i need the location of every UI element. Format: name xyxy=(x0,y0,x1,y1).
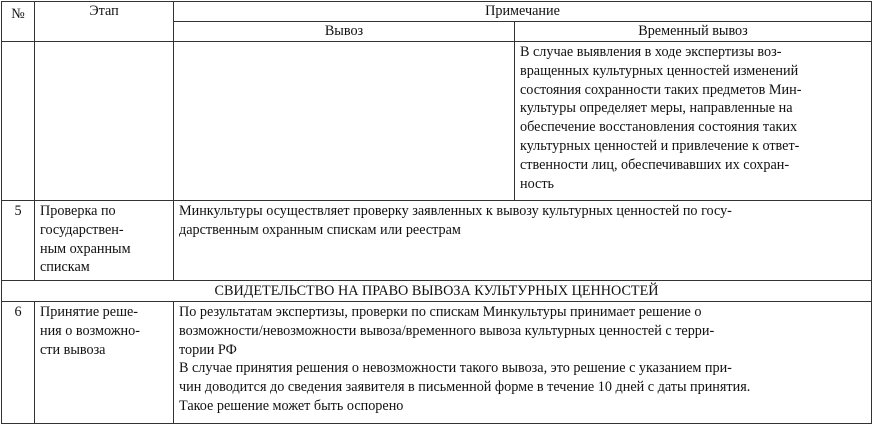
stage-line: ным охранным xyxy=(40,240,131,257)
row6-text xyxy=(174,302,872,424)
export-procedure-table xyxy=(1,1,872,424)
stage-line: Принятие реше- xyxy=(40,304,139,320)
temp-text-line: ность xyxy=(520,175,555,192)
header-stage: Этап xyxy=(35,2,174,42)
row-6 xyxy=(2,302,872,424)
row6-text-line: Такое решение может быть оспорено xyxy=(179,397,404,414)
temp-text-line: вращенных культурных ценностей изменений xyxy=(520,62,799,79)
temp-text-line: ственности лиц, обеспечивавших их сохран- xyxy=(520,156,790,173)
row-5 xyxy=(2,201,872,281)
row6-text-line: тории РФ xyxy=(179,341,237,358)
row6-text-line: По результатам экспертизы, проверки по спискам Минкультуры принимает решение о xyxy=(179,304,702,320)
row5-stage xyxy=(35,201,174,281)
stage-line: Проверка по xyxy=(40,203,116,219)
row6-stage xyxy=(35,302,174,424)
temp-text-line: состояния сохранности таких предметов Мин- xyxy=(520,81,802,98)
header-temp-export: Временный вывоз xyxy=(515,22,872,42)
section-title: СВИДЕТЕЛЬСТВО НА ПРАВО ВЫВОЗА КУЛЬТУРНЫХ ЦЕННОСТЕЙ xyxy=(2,281,872,302)
header-note: Примечание xyxy=(174,2,872,22)
stage-line: сти вывоза xyxy=(40,341,106,358)
stage-line: ния о возможно- xyxy=(40,322,140,339)
continuation-num-cell xyxy=(2,42,35,201)
row5-num: 5 xyxy=(2,201,35,281)
stage-line: спискам xyxy=(40,259,90,276)
row6-text-line: В случае принятия решения о невозможности такого вывоза, это решение с указанием при- xyxy=(179,360,732,377)
continuation-row xyxy=(2,42,872,201)
header-num: № xyxy=(2,2,35,42)
temp-text-line: В случае выявления в ходе экспертизы воз- xyxy=(520,44,782,60)
header-row xyxy=(2,2,872,22)
stage-line: государствен- xyxy=(40,221,124,238)
header-export: Вывоз xyxy=(174,22,515,42)
row5-text-line: Минкультуры осуществляет проверку заявленных к вывозу культурных ценностей по госу- xyxy=(179,203,732,219)
continuation-temp-cell xyxy=(515,42,872,201)
temp-text-line: культурных ценностей и привлечение к ответ- xyxy=(520,137,800,154)
row6-num: 6 xyxy=(2,302,35,424)
row5-text xyxy=(174,201,872,281)
temp-text-line: культуры определяет меры, направленные на xyxy=(520,100,793,117)
row6-text-line: чин доводится до сведения заявителя в письменной форме в течение 10 дней с даты принятия. xyxy=(179,379,751,396)
row6-text-line: возможности/невозможности вывоза/временного вывоза культурных ценностей с терри- xyxy=(179,322,715,339)
section-row xyxy=(2,281,872,302)
continuation-export-cell xyxy=(174,42,515,201)
row5-text-line: дарственным охранным спискам или реестрам xyxy=(179,221,461,238)
temp-text-line: обеспечение восстановления состояния таких xyxy=(520,119,798,136)
continuation-stage-cell xyxy=(35,42,174,201)
